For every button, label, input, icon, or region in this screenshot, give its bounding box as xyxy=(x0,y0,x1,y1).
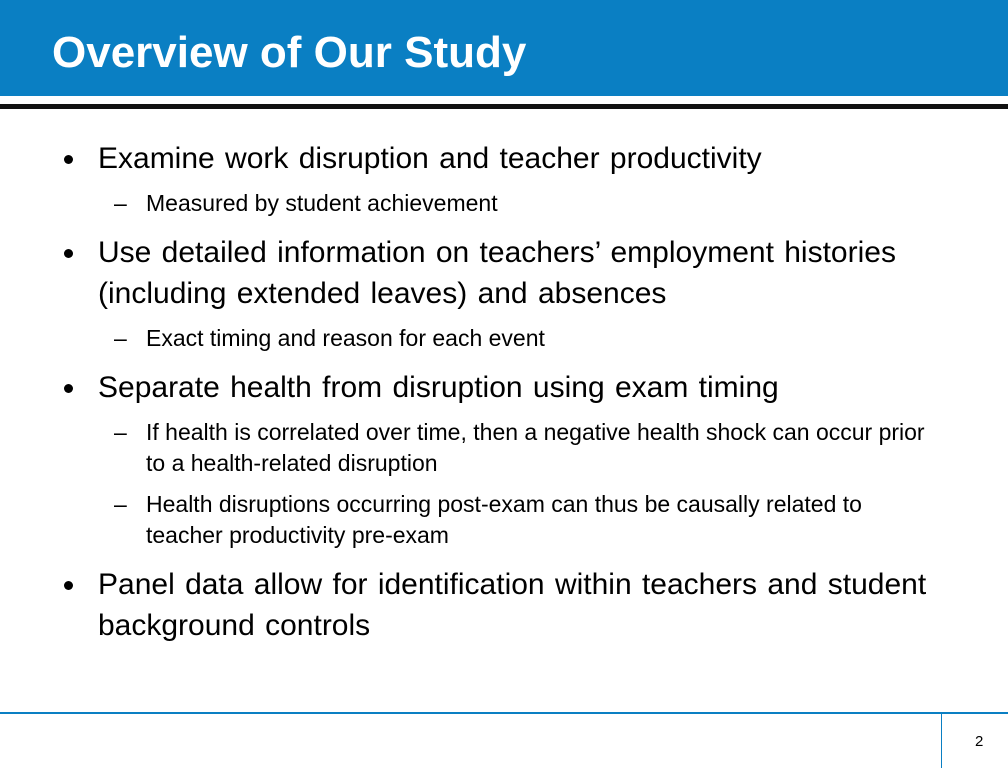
sub-bullet-item xyxy=(62,489,942,551)
bullet-text: Panel data allow for identification within teachers and student background controls xyxy=(98,568,927,642)
sub-bullet-text: Health disruptions occurring post-exam can thus be causally related to teacher productivity pre-exam xyxy=(146,491,862,548)
footer-rule xyxy=(0,712,1008,714)
bullet-dot-icon xyxy=(64,384,73,393)
dash-icon: – xyxy=(114,325,127,351)
dash-icon: – xyxy=(114,190,127,216)
dash-icon: – xyxy=(114,419,127,445)
footer-divider xyxy=(941,714,942,768)
bullet-text: Separate health from disruption using exam timing xyxy=(98,371,779,404)
bullet-text: Examine work disruption and teacher productivity xyxy=(98,142,762,175)
sub-bullet-item xyxy=(62,323,942,354)
bullet-dot-icon xyxy=(64,581,73,590)
bullet-dot-icon xyxy=(64,249,73,258)
page-number: 2 xyxy=(975,733,984,750)
bullet-item xyxy=(62,367,942,408)
title-bar xyxy=(0,0,1008,96)
title-divider xyxy=(0,104,1008,109)
sub-bullet-text: If health is correlated over time, then a negative health shock can occur prior to a health-related disruption xyxy=(146,419,925,476)
bullet-dot-icon xyxy=(64,155,73,164)
bullet-item xyxy=(62,138,942,179)
sub-bullet-text: Exact timing and reason for each event xyxy=(146,325,545,351)
sub-bullet-text: Measured by student achievement xyxy=(146,190,498,216)
bullet-text: Use detailed information on teachers’ employment histories (including extended leaves) and absences xyxy=(98,236,896,310)
bullet-item xyxy=(62,232,942,314)
dash-icon: – xyxy=(114,491,127,517)
sub-bullet-item xyxy=(62,417,942,479)
slide-content xyxy=(62,138,942,646)
sub-bullet-item xyxy=(62,188,942,219)
slide-title: Overview of Our Study xyxy=(52,28,527,77)
bullet-item xyxy=(62,564,942,646)
